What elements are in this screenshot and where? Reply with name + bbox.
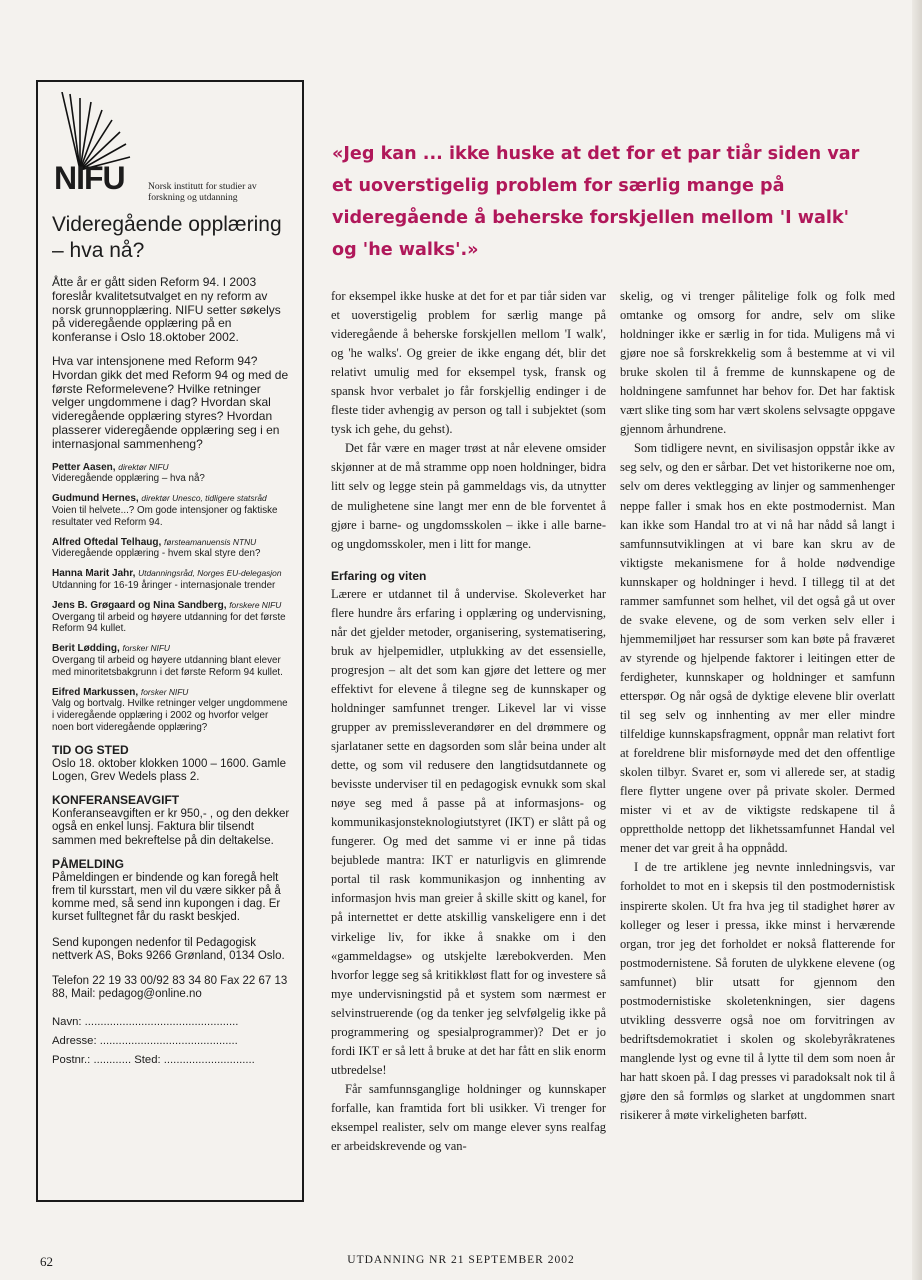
speaker-role: Utdanningsråd, Norges EU-delegasjon <box>138 568 282 579</box>
speaker-role: direktør Unesco, tidligere statsråd <box>141 493 267 504</box>
coupon-form <box>52 1013 290 1070</box>
speaker-name: Gudmund Hernes, <box>52 493 139 505</box>
ad-intro: Åtte år er gått siden Reform 94. I 2003 foreslår kvalitetsutvalget en ny reform av norsk grunnopplæring. NIFU setter søkelys på videregående opplæring på en konferanse i Oslo 18.oktober 2002. <box>52 275 281 345</box>
time-place-heading: TID OG STED <box>52 742 129 757</box>
contact-info: Telefon 22 19 33 00/92 83 34 80 Fax 22 67 13 88, Mail: pedagog@online.no <box>52 974 288 1001</box>
speaker-name: Hanna Marit Jahr, <box>52 568 136 580</box>
speaker-role: førsteamanuensis NTNU <box>164 536 257 547</box>
speaker-role: direktør NIFU <box>118 461 169 472</box>
article-paragraph: for eksempel ikke huske at det for et par tiår siden var et uoverstigelig problem for særlig mange på videregående å beherske forskjellen mellom 'I walk', og 'he walks'. Og greier de ikke engang dét, blir det relativt umulig med for eksempel tysk, fransk og spansk hvor verbalet jo får forskjellig endinger i de fleste tider avhengig av person og tall i subjektet (som tysk ich gehe, du gehst). <box>331 289 606 437</box>
program-item <box>52 493 290 528</box>
form-name-field: Navn: ................................................. <box>52 1016 239 1029</box>
speaker-name: Petter Aasen, <box>52 461 116 473</box>
nifu-logo <box>52 92 290 210</box>
speaker-name: Jens B. Grøgaard og Nina Sandberg, <box>52 599 227 611</box>
talk-topic: Utdanning for 16-19 åringer - internasjonale trender <box>52 579 276 591</box>
article-subheading: Erfaring og viten <box>331 568 427 583</box>
ad-questions: Hva var intensjonene med Reform 94? Hvordan gikk det med Reform 94 og med de første Reformelevene? Hvilke retninger velger ungdommene i dag? Hvordan skal videregående opplæring styres? Hvordan plasserer videregående opplæring seg i en internasjonal sammenheng? <box>52 353 289 451</box>
article-paragraph: Som tidligere nevnt, en sivilisasjon oppstår ikke av seg selv, og den er sårbar. Det vet historikerne noe om, selv om deres vektlegging av linjer og sammenhenger neppe faller i smak hos en ekte postmodernist. Man kan ikke som Handal tro at vi nå har nådd så langt i samfunnsutviklingen at vi bare kan skru av de viktigste mekanismene for å holde nødvendige kunnskaper og holdninger i hevd. I tillegg til at det rammer samfunnet som helhet, vil det også gå ut over de svake elevene, og de som verken selv eller i hjemmemiljøet har ressurser som kan bøte på fraværet av styrende og hjelpende faktorer i leitingen etter de ferdigheter, kunnskaper og holdninger et samfunn etterspør. Og når også de dyktige elevene blir overlatt til seg selv og innhenting av mer eller mindre tilfeldige kunnskapsfragment, oppnår man relativt fort at foreldrene blir misfornøyde med det den offentlige skolen tilbyr. Svaret er, som vi allerede ser, at stadig flere flytter ungene over på private skoler. Dermed mister vi et av de viktigste redskapene til å opprettholde nettopp det likhetssamfunnet Handal vel mener det var greit å ha oppnådd. <box>620 441 895 856</box>
fee-heading: KONFERANSEAVGIFT <box>52 793 180 808</box>
program-item <box>52 568 290 592</box>
article-paragraph: Lærere er utdannet til å undervise. Skoleverket har flere hundre års erfaring i opplæring og undervisning, når det gjelder metoder, organisering, systematisering, bruk av hjelpemidler, utplukking av det essensielle, progresjon – alt det som kan gjøre det lettere og mer effektivt for elevene å tilegne seg de kunnskaper og holdninger samfunnet trenger. Likevel lar vi visse grupper av premissleverandører en del drømmere og sjarlataner sette en dagsorden som slår beina under alt dette, og som vil redusere den langtidsutdannete og bevisste underviser til en pedagogisk evnukk som skal nøye seg med å passe på at informasjons- og kommunikasjonsteknologiutstyret (IKT) er slått på og fungerer. Og med det samme vi er inne på tidas bejublede mantra: IKT er naturligvis en glimrende portal til rask kommunikasjon og innhenting av informasjon hvis man greier å skille skitt og kanel, for på internettet er dette atskillig vanskeligere enn i det virkelige liv, for ikke å snakke om i den «gammeldagse» og utskjelte lærebokverden. Men hvorfor legge seg så kritikkløst flatt for og investere så mye undervisningstid på et system som nærmest er selvinstruerende (og da tenker jeg selvfølgelig ikke på programmering og spesialprogrammer)? Det er jo fordi IKT er så lett å bruke at det har fått en slik enorm utbredelse! <box>331 586 606 1077</box>
fee-text: Konferanseavgiften er kr 950,- , og den dekker også en enkel lunsj. Faktura blir tilsendt sammen med bekreftelse på din deltakelse. <box>52 808 290 847</box>
pull-quote: «Jeg kan ... ikke huske at det for et par tiår siden var et uoverstigelig problem for særlig mange på videregående å beherske forskjellen mellom 'I walk' og 'he walks'.» <box>332 144 860 260</box>
talk-topic: Valg og bortvalg. Hvilke retninger velger ungdommene i videregående opplæring i 2002 og hvorfor velger noen bort videregående opplæring? <box>52 698 288 733</box>
article-paragraph: I de tre artiklene jeg nevnte innledningsvis, var forholdet to mot en i skepsis til den postmodernistisk inspirerte skolen. Ut fra hva jeg til stadighet hører av kolleger og leser i pressa, ikke minst i herværende organ, tror jeg det forholdet er nokså flatterende for postmodernistene. Så foruten de ulykkene elevene (og samfunnet) blir utsatt for gjennom den postmodernistiske skoletenkningen, sier dagens utvikling dessverre også noe om forvitringen av bedriftsdemokratiet i skolen og skolebyråkratenes manglende lyst og evne til å lytte til dem som noen år har hatt skoen på. I dag presses vi paradoksalt nok til å gjøre den så formløs og slarket at ungdommen snart risikerer å møte virkeligheten barføtt. <box>620 860 895 1123</box>
registration-text: Påmeldingen er bindende og kan foregå helt frem til kursstart, men vil du være sikker på å komme med, så send inn kupongen i dag. Er kurset fulltegnet får du raskt beskjed. <box>52 871 281 924</box>
program-item <box>52 462 290 486</box>
program-item <box>52 600 290 635</box>
speaker-name: Berit Lødding, <box>52 643 120 655</box>
speaker-name: Eifred Markussen, <box>52 686 139 698</box>
article-paragraph: skelig, og vi trenger pålitelige folk og folk med omtanke og omsorg for andre, selv om slike holdninger ikke er særlig in for tida. Muligens må vi gjøre noe så forskrekkelig som å bestemme at vi vil bruke skolen til å fremme de kunnskapene og de holdningene samfunnet har behov for. Det har faktisk vært slike ting som har vært skolens selvsagte oppgave gjennom århundrene. <box>620 289 895 437</box>
article-column-2 <box>620 287 895 1125</box>
program-item <box>52 643 290 678</box>
page-edge <box>912 0 922 1280</box>
logo-name: NIFU <box>54 160 125 196</box>
talk-topic: Overgang til arbeid og høyere utdanning for det første Reform 94 kullet. <box>52 611 286 635</box>
send-address: Send kupongen nedenfor til Pedagogisk nettverk AS, Boks 9266 Grønland, 0134 Oslo. <box>52 936 285 962</box>
talk-topic: Videregående opplæring – hva nå? <box>52 473 205 485</box>
program-item <box>52 687 290 734</box>
talk-topic: Voien til helvete...? Om gode intensjoner og faktiske resultater ved Reform 94. <box>52 504 278 528</box>
registration-heading: PÅMELDING <box>52 856 124 871</box>
logo-subtitle: Norsk institutt for studier av forskning og utdanning <box>148 181 257 203</box>
talk-topic: Videregående opplæring - hvem skal styre den? <box>52 548 261 560</box>
time-place-text: Oslo 18. oktober klokken 1000 – 1600. Gamle Logen, Grev Wedels plass 2. <box>52 757 286 783</box>
talk-topic: Overgang til arbeid og høyere utdanning blant elever med minoritetsbakgrunn i det første Reform 94 kullet. <box>52 654 283 678</box>
article-paragraph: Det får være en mager trøst at når elevene omsider skjønner at de må stramme opp noen holdninger, bidra litt selv og legge stein på gammeldags vis, da utnytter de mulighetene sine langt mer enn de ble forventet å gjøre i barne- og ungdomsskolen – ikke i alle barne- og ungdomsskoler, men i litt for mange. <box>331 441 606 551</box>
speaker-role: forsker NIFU <box>140 686 189 697</box>
speaker-name: Alfred Oftedal Telhaug, <box>52 536 162 548</box>
issue-footer: UTDANNING NR 21 SEPTEMBER 2002 <box>347 1254 575 1266</box>
form-postal-field: Postnr.: ............ Sted: ............................. <box>52 1054 255 1067</box>
form-address-field: Adresse: ............................................ <box>52 1035 238 1048</box>
page-number: 62 <box>40 1254 53 1269</box>
conference-advertisement <box>36 80 304 1202</box>
article-column-1 <box>331 287 606 1156</box>
program-item <box>52 537 290 561</box>
article-paragraph: Får samfunnsganglige holdninger og kunnskaper forfalle, kan framtida fort bli usikker. Vi trenger for eksempel realister, selv om mange elever syns realfag er arbeidskrevende og van- <box>331 1081 606 1154</box>
speaker-role: forskere NIFU <box>229 599 282 610</box>
ad-title: Videregående opplæring – hva nå? <box>52 213 282 262</box>
speaker-role: forsker NIFU <box>122 643 170 654</box>
